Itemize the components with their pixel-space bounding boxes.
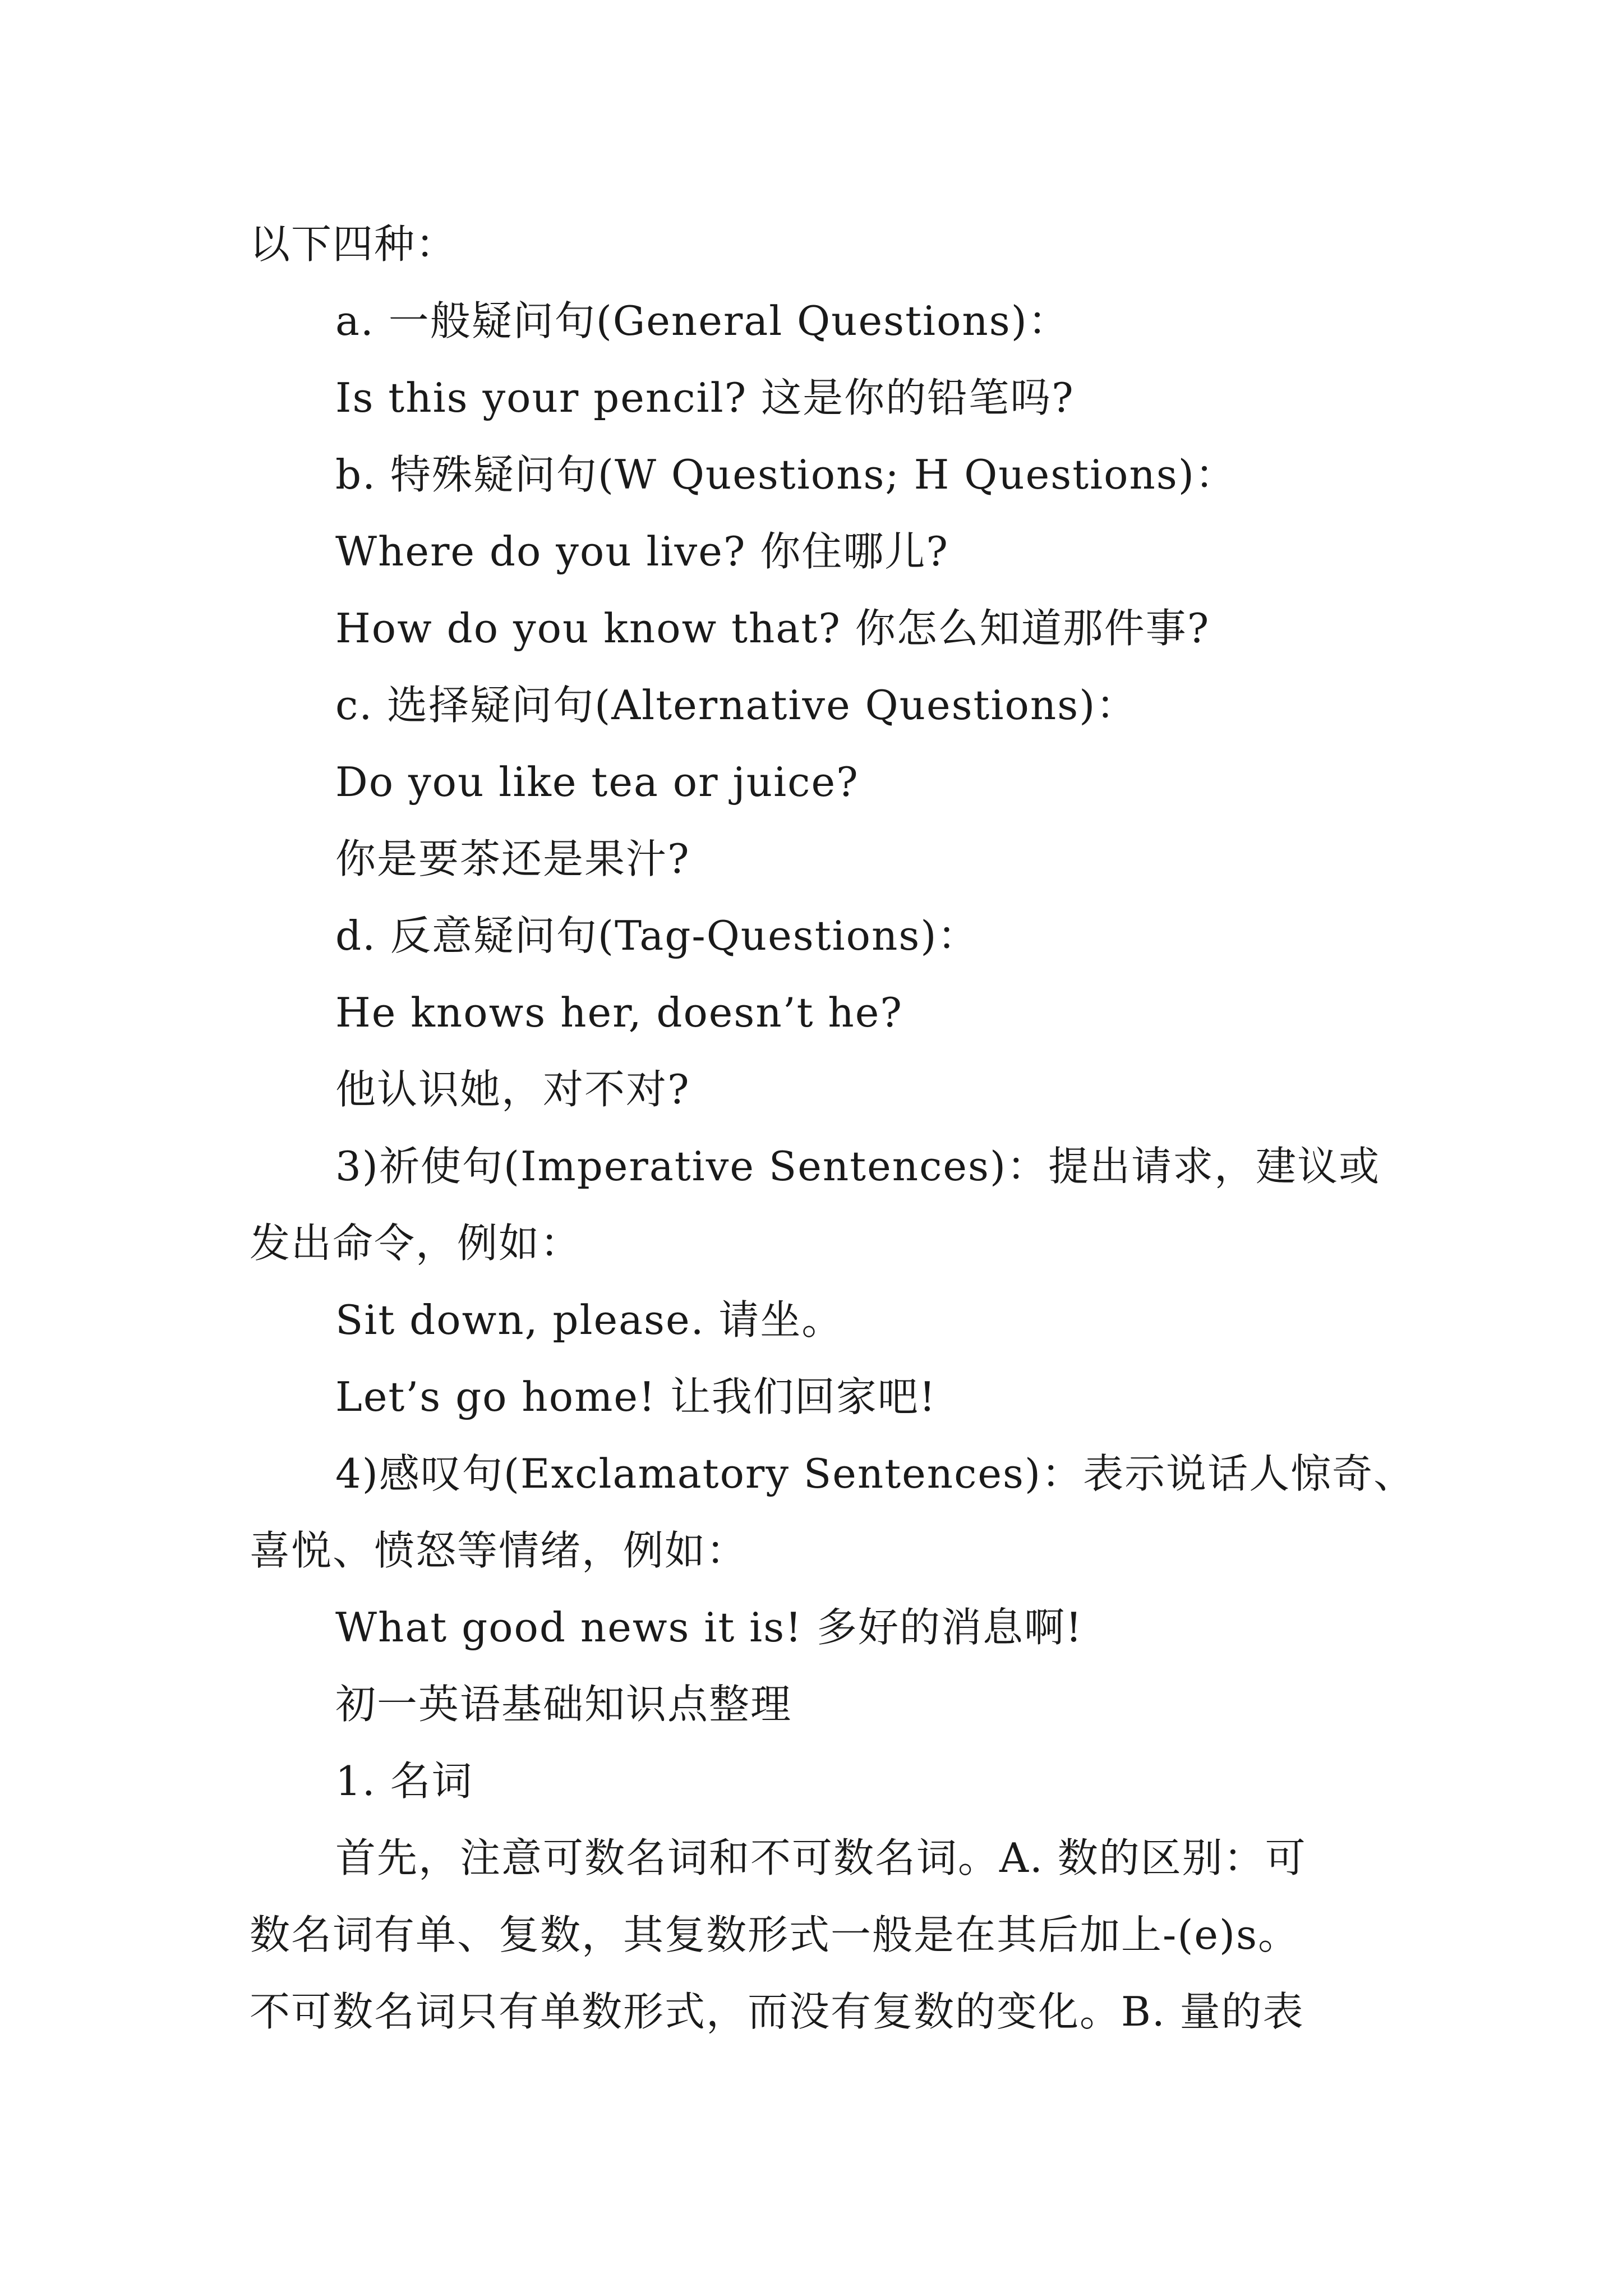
text-line: 发出命令，例如： bbox=[250, 1220, 582, 1267]
text-line: 首先，注意可数名词和不可数名词。A. 数的区别：可 bbox=[335, 1834, 1307, 1881]
text-line: b. 特殊疑问句(W Questions; H Questions)： bbox=[335, 451, 1237, 498]
text-line: He knows her, doesn’t he? bbox=[335, 989, 903, 1036]
text-line: What good news it is! 多好的消息啊! bbox=[335, 1604, 1083, 1651]
text-line: 你是要茶还是果汁? bbox=[335, 835, 690, 882]
text-line: a. 一般疑问句(General Questions)： bbox=[335, 297, 1069, 344]
text-line: 不可数名词只有单数形式，而没有复数的变化。B. 量的表 bbox=[250, 1988, 1304, 2035]
text-line: 3)祈使句(Imperative Sentences)：提出请求，建议或 bbox=[335, 1143, 1381, 1190]
text-line: c. 选择疑问句(Alternative Questions)： bbox=[335, 682, 1138, 729]
text-line: Sit down, please. 请坐。 bbox=[335, 1296, 843, 1343]
text-line: 初一英语基础知识点整理 bbox=[335, 1681, 792, 1728]
text-line: 1. 名词 bbox=[335, 1757, 473, 1805]
text-line: 喜悦、愤怒等情绪，例如： bbox=[250, 1527, 748, 1574]
text-line: 4)感叹句(Exclamatory Sentences)：表示说话人惊奇、 bbox=[335, 1450, 1415, 1497]
text-line: Let’s go home! 让我们回家吧! bbox=[335, 1373, 937, 1420]
text-line: Do you like tea or juice? bbox=[335, 758, 859, 806]
text-line: How do you know that? 你怎么知道那件事? bbox=[335, 605, 1210, 652]
text-line: d. 反意疑问句(Tag-Questions)： bbox=[335, 912, 979, 959]
text-line: 数名词有单、复数，其复数形式一般是在其后加上-(e)s。 bbox=[250, 1911, 1300, 1958]
text-line: Where do you live? 你住哪儿? bbox=[335, 528, 949, 575]
text-line: 以下四种： bbox=[250, 220, 458, 268]
text-line: Is this your pencil? 这是你的铅笔吗? bbox=[335, 374, 1075, 421]
text-line: 他认识她，对不对? bbox=[335, 1066, 690, 1113]
